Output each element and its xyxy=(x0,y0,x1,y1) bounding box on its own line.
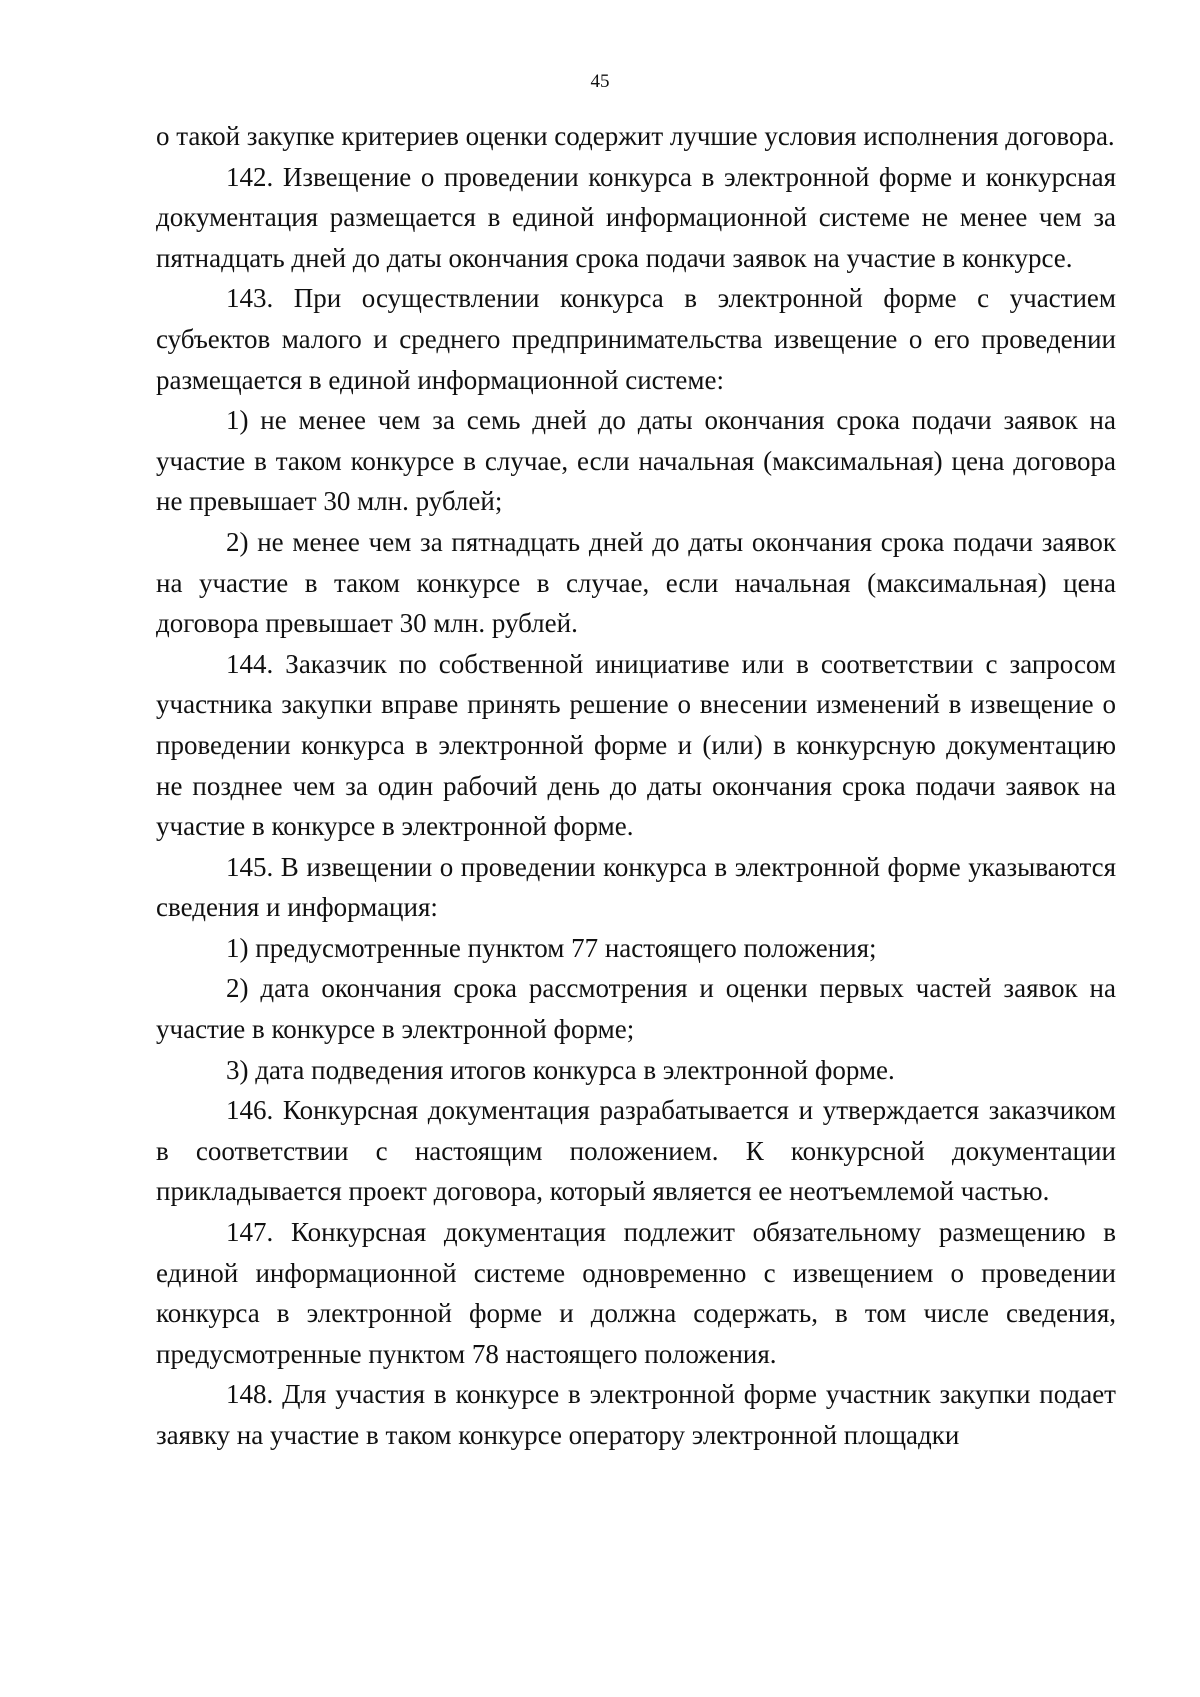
paragraph-145-item-3: 3) дата подведения итогов конкурса в электронной форме. xyxy=(226,1054,895,1085)
paragraph-143-item-2: 2) не менее чем за пятнадцать дней до даты окончания срока подачи заявок на участие в таком конкурсе в случае, если начальная (максимальная) цена договора превышает 30 млн. рублей. xyxy=(156,526,1116,639)
paragraph-145-item-1: 1) предусмотренные пунктом 77 настоящего положения; xyxy=(226,932,877,963)
paragraph-continuation: о такой закупке критериев оценки содержит лучшие условия исполнения договора. xyxy=(156,121,1115,151)
paragraph-144: 144. Заказчик по собственной инициативе или в соответствии с запросом участника закупки вправе принять решение о внесении изменений в извещение о проведении конкурса в электронной форме и (или) в конкурсную документацию не позднее чем за один рабочий день до даты окончания срока подачи заявок на участие в конкурсе в электронной форме. xyxy=(156,648,1116,842)
paragraph-143-item-1: 1) не менее чем за семь дней до даты окончания срока подачи заявок на участие в таком конкурсе в случае, если начальная (максимальная) цена договора не превышает 30 млн. рублей; xyxy=(156,405,1116,517)
document-body xyxy=(156,116,1116,1456)
paragraph-147: 147. Конкурсная документация подлежит обязательному размещению в единой информационной системе одновременно с извещением о проведении конкурса в электронной форме и должна содержать, в том числе сведения, предусмотренные пунктом 78 настоящего положения. xyxy=(156,1217,1116,1369)
paragraph-146: 146. Конкурсная документация разрабатывается и утверждается заказчиком в соответствии с настоящим положением. К конкурсной документации прикладывается проект договора, который является ее неотъемлемой частью. xyxy=(156,1095,1116,1207)
paragraph-145: 145. В извещении о проведении конкурса в электронной форме указываются сведения и информация: xyxy=(156,851,1116,923)
paragraph-142: 142. Извещение о проведении конкурса в электронной форме и конкурсная документация размещается в единой информационной системе не менее чем за пятнадцать дней до даты окончания срока подачи заявок на участие в конкурсе. xyxy=(156,161,1116,273)
paragraph-148: 148. Для участия в конкурсе в электронной форме участник закупки подает заявку на участие в таком конкурсе оператору электронной площадки xyxy=(156,1379,1116,1450)
paragraph-143: 143. При осуществлении конкурса в электронной форме с участием субъектов малого и среднего предпринимательства извещение о его проведении размещается в единой информационной системе: xyxy=(156,283,1116,395)
page-number: 45 xyxy=(590,71,610,92)
paragraph-145-item-2: 2) дата окончания срока рассмотрения и оценки первых частей заявок на участие в конкурсе в электронной форме; xyxy=(156,973,1116,1045)
